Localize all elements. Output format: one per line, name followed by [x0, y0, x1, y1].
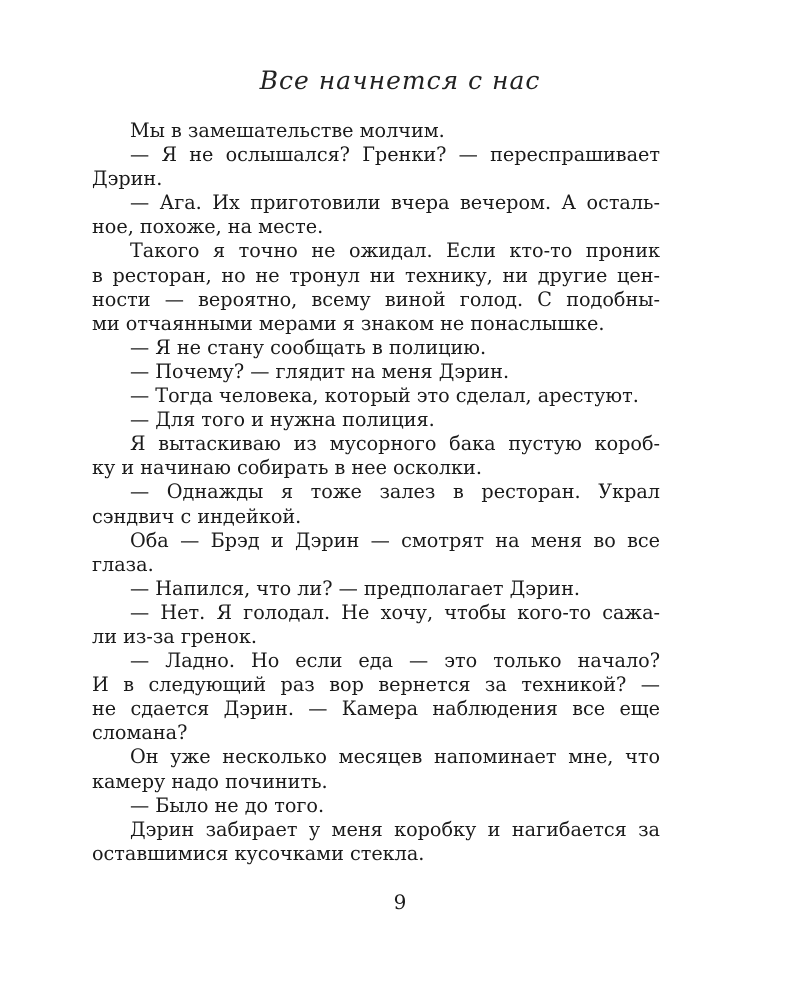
text-line: — Я не ослышался? Гренки? — переспрашивает — [130, 143, 660, 167]
text-line: ности — вероятно, всему виной голод. С подобны- — [92, 287, 660, 311]
text-line: — Я не стану сообщать в полицию. — [130, 335, 487, 359]
running-head: Все начнется с нас — [259, 66, 541, 95]
text-line: сэндвич с индейкой. — [92, 504, 302, 528]
text-line: камеру надо починить. — [92, 769, 328, 793]
text-line: в ресторан, но не тронул ни технику, ни другие цен- — [92, 263, 660, 287]
text-line: Дэрин забирает у меня коробку и нагибается за — [130, 817, 660, 841]
text-line: Такого я точно не ожидал. Если кто-то проник — [130, 239, 660, 263]
text-line: сломана? — [92, 721, 188, 745]
text-line: — Было не до того. — [130, 793, 325, 817]
text-line: — Нет. Я голодал. Не хочу, чтобы кого-то сажа- — [130, 600, 660, 624]
text-line: И в следующий раз вор вернется за техникой? — — [92, 673, 660, 697]
text-line: ли из-за гренок. — [92, 624, 257, 648]
text-line: Оба — Брэд и Дэрин — смотрят на меня во все — [130, 528, 660, 552]
page-number: 9 — [393, 890, 407, 914]
text-line: оставшимися кусочками стекла. — [92, 841, 425, 865]
text-line: Мы в замешательстве молчим. — [130, 119, 445, 142]
text-line: — Для того и нужна полиция. — [130, 408, 435, 432]
text-line: ное, похоже, на месте. — [92, 215, 324, 239]
text-line: — Однажды я тоже залез в ресторан. Украл — [130, 480, 660, 504]
text-line: не сдается Дэрин. — Камера наблюдения все еще — [92, 697, 660, 721]
text-line: — Тогда человека, который это сделал, арестуют. — [130, 384, 639, 408]
text-line: глаза. — [92, 552, 154, 576]
text-line: Он уже несколько месяцев напоминает мне, что — [130, 745, 660, 769]
body-text — [92, 119, 660, 866]
text-line: — Напился, что ли? — предполагает Дэрин. — [130, 576, 580, 600]
text-line: Дэрин. — [92, 167, 163, 191]
text-line: ку и начинаю собирать в нее осколки. — [92, 456, 482, 480]
text-line: — Почему? — глядит на меня Дэрин. — [130, 359, 510, 383]
text-line: — Ага. Их приготовили вчера вечером. А осталь- — [130, 191, 660, 215]
text-line: ми отчаянными мерами я знаком не понаслышке. — [92, 311, 605, 335]
text-line: Я вытаскиваю из мусорного бака пустую короб- — [130, 432, 660, 456]
text-line: — Ладно. Но если еда — это только начало? — [130, 649, 660, 673]
